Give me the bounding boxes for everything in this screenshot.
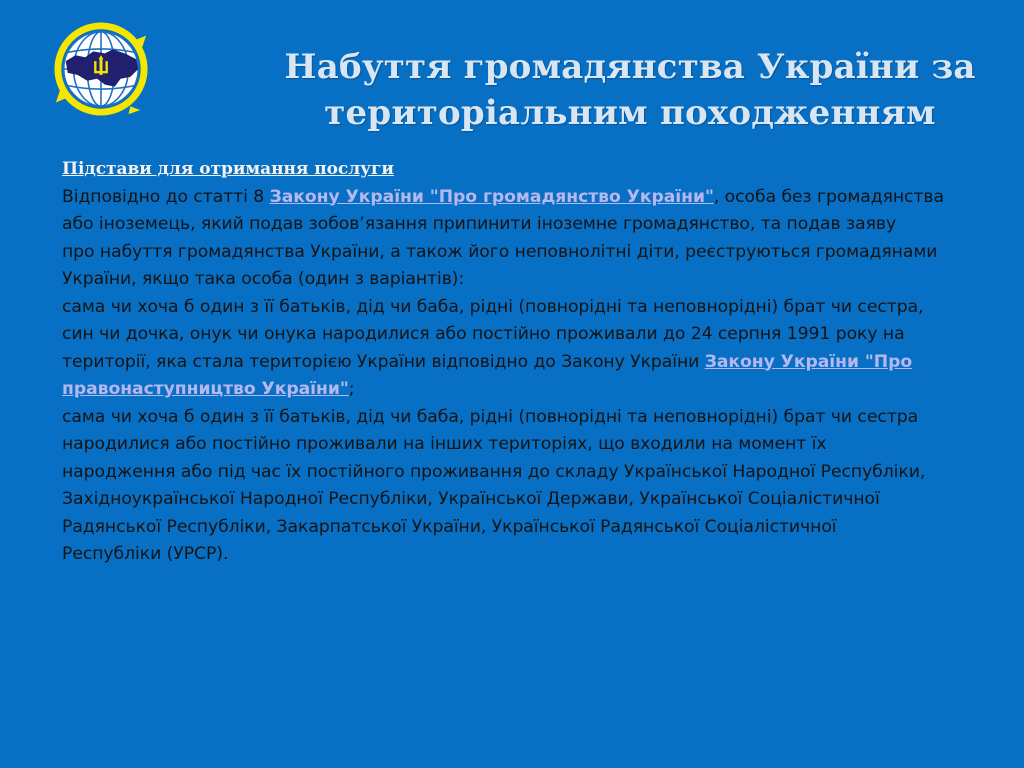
paragraph-1-line-2: або іноземець, який подав зобов’язання припинити іноземне громадянство, та подав заяву [62,214,897,234]
paragraph-2-line-1: сама чи хоча б один з її батьків, дід чи баба, рідні (повнорідні та неповнорідні) брат чи сестра, [62,296,924,317]
paragraph-3-line-6: Республіки (УРСР). [62,544,229,564]
paragraph-2-line-2: син чи дочка, онук чи онука народилися або постійно проживали до 24 серпня 1991 року на [62,324,905,344]
succession-law-link-part-1[interactable]: Закону України "Про [704,351,913,372]
paragraph-3-line-1: сама чи хоча б один з її батьків, дід чи баба, рідні (повнорідні та неповнорідні) брат чи сестра [62,406,919,427]
paragraph-3-line-3: народження або під час їх постійного проживання до складу Української Народної Республіки, [62,461,926,482]
paragraph-1-before-link: Відповідно до статті 8 [62,186,270,207]
paragraph-2-line-3 [62,349,992,377]
section-heading: Підстави для отримання послуги [62,159,394,179]
paragraph-1-after-link: , особа без громадянства [713,186,944,207]
citizenship-law-link[interactable]: Закону України "Про громадянство України" [269,186,714,207]
title-line-1: Набуття громадянства України за [284,47,976,87]
paragraph-2-line-4 [62,376,992,404]
page-title [260,44,1000,136]
title-line-2: територіальним походженням [324,93,936,133]
succession-law-link-part-2[interactable]: правонаступництво України" [62,379,349,399]
paragraph-1-line-4: України, якщо така особа (один з варіантів): [62,269,465,289]
paragraph-3-line-5: Радянської Республіки, Закарпатської України, Української Радянської Соціалістичної [62,516,837,537]
paragraph-3-line-4: Західноукраїнської Народної Республіки, Української Держави, Української Соціалістичної [62,489,880,509]
paragraph-3-line-2: народилися або постійно проживали на інших територіях, що входили на момент їх [62,434,827,454]
state-migration-service-emblem-icon [52,20,150,118]
section-heading-line [62,156,992,184]
paragraph-1-line-3: про набуття громадянства України, а також його неповнолітні діти, реєструються громадянами [62,241,938,262]
paragraph-2-line-3-text: території, яка стала територією України відповідно до Закону України [62,351,705,372]
body-text [62,156,992,569]
paragraph-1-line-1 [62,184,992,212]
paragraph-2-line-4-after: ; [348,379,355,399]
